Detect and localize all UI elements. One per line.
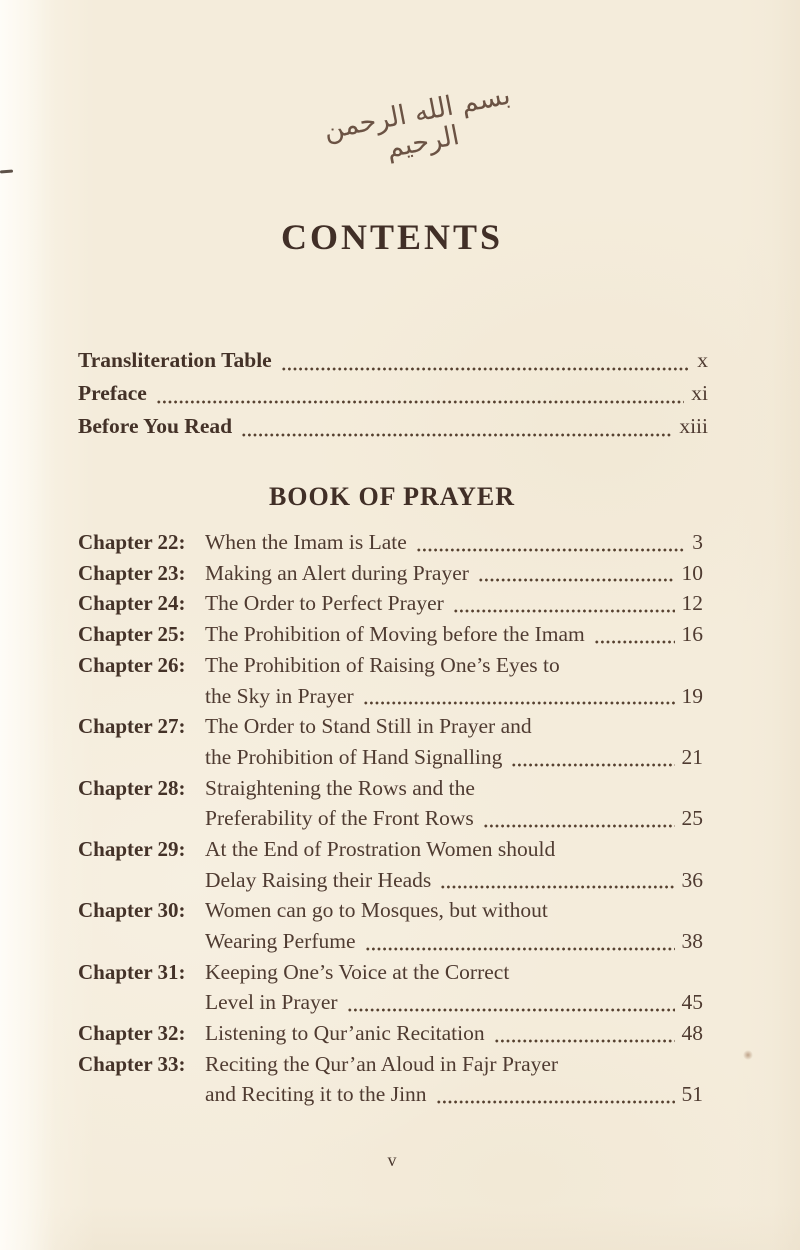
chapter-title: Making an Alert during Prayer xyxy=(205,560,469,585)
chapter-row xyxy=(78,1018,703,1049)
scan-edge-mark xyxy=(0,170,13,174)
chapter-label: Chapter 22: xyxy=(78,530,186,554)
chapter-title-line xyxy=(205,957,703,988)
chapter-label: Chapter 28: xyxy=(78,775,186,800)
chapter-title: The Order to Stand Still in Prayer and xyxy=(205,714,532,739)
page-number: xi xyxy=(691,381,708,405)
chapter-row xyxy=(78,650,703,711)
page-number: 16 xyxy=(681,622,703,647)
chapter-title: The Prohibition of Moving before the Imam xyxy=(205,622,585,647)
leader-dots xyxy=(436,1079,675,1110)
chapter-row xyxy=(78,834,703,895)
chapter-title-line xyxy=(205,803,703,834)
leader-dots xyxy=(483,803,675,834)
front-matter-entry xyxy=(78,410,708,443)
chapter-label: Chapter 25: xyxy=(78,622,186,647)
leader-dots xyxy=(594,619,675,650)
chapter-title: When the Imam is Late xyxy=(205,530,407,554)
entry-label: Before You Read xyxy=(78,414,233,438)
chapter-title-line xyxy=(205,987,703,1018)
front-matter-entry xyxy=(78,344,708,377)
section-heading: BOOK OF PRAYER xyxy=(268,482,516,511)
chapter-row xyxy=(78,1049,703,1110)
chapter-title: Reciting the Qur’an Aloud in Fajr Prayer xyxy=(205,1051,559,1076)
page-number: 36 xyxy=(681,867,703,892)
chapter-row xyxy=(78,619,703,650)
front-matter-entry xyxy=(78,377,708,410)
page-number: xiii xyxy=(679,414,708,438)
leader-dots xyxy=(440,865,674,896)
chapter-row xyxy=(78,773,703,834)
page-number: 3 xyxy=(692,530,703,554)
chapter-label: Chapter 27: xyxy=(78,714,186,739)
chapter-title: At the End of Prostration Women should xyxy=(205,836,556,861)
leader-dots xyxy=(241,410,672,443)
chapter-title-line xyxy=(205,681,703,712)
chapter-title: Delay Raising their Heads xyxy=(205,867,432,892)
entry-label: Transliteration Table xyxy=(78,348,272,372)
paper-speck xyxy=(743,1050,753,1060)
folio-page-number: v xyxy=(387,1150,397,1170)
page-number: x xyxy=(697,348,708,372)
page-number: 21 xyxy=(681,744,703,769)
leader-dots xyxy=(156,377,684,410)
page-number: 19 xyxy=(681,683,703,708)
chapter-label: Chapter 29: xyxy=(78,836,186,861)
chapter-title-line xyxy=(205,558,703,589)
chapter-title: Listening to Qur’anic Recitation xyxy=(205,1021,485,1046)
chapter-title: and Reciting it to the Jinn xyxy=(205,1082,427,1107)
page-number: 48 xyxy=(681,1021,703,1046)
chapter-label: Chapter 33: xyxy=(78,1051,186,1076)
leader-dots xyxy=(281,344,691,377)
chapter-row xyxy=(78,527,703,558)
leader-dots xyxy=(347,987,675,1018)
chapter-row xyxy=(78,957,703,1018)
chapter-title-line xyxy=(205,834,703,865)
chapter-title: Wearing Perfume xyxy=(205,929,356,953)
page-number: 10 xyxy=(681,560,703,585)
chapter-title: the Prohibition of Hand Signalling xyxy=(205,744,503,769)
chapter-title: Straightening the Rows and the xyxy=(205,775,475,800)
leader-dots xyxy=(363,681,675,712)
chapter-row xyxy=(78,895,703,956)
front-matter-list xyxy=(78,344,708,443)
chapter-row xyxy=(78,558,703,589)
chapter-title: The Prohibition of Raising One’s Eyes to xyxy=(205,652,560,677)
chapter-row xyxy=(78,588,703,619)
chapter-title: Women can go to Mosques, but without xyxy=(205,898,548,923)
chapter-title-line xyxy=(205,865,703,896)
leader-dots xyxy=(365,926,675,957)
page-number: 12 xyxy=(681,591,703,616)
chapter-title-line xyxy=(205,1079,703,1110)
chapter-title: Keeping One’s Voice at the Correct xyxy=(205,959,510,984)
leader-dots xyxy=(494,1018,675,1049)
leader-dots xyxy=(453,588,675,619)
chapter-title-line xyxy=(205,773,703,804)
leader-dots xyxy=(511,742,674,773)
page-number: 25 xyxy=(681,806,703,831)
chapter-label: Chapter 26: xyxy=(78,652,186,677)
page-title: CONTENTS xyxy=(280,217,504,257)
chapter-title-line xyxy=(205,619,703,650)
chapter-list xyxy=(78,527,703,1110)
leader-dots xyxy=(416,527,685,558)
chapter-title-line xyxy=(205,527,703,558)
chapter-label: Chapter 31: xyxy=(78,959,186,984)
chapter-title-line xyxy=(205,588,703,619)
page-number: 38 xyxy=(681,929,703,953)
bismillah-calligraphy: بسم الله الرحمن الرحيم xyxy=(321,79,513,165)
chapter-title-line xyxy=(205,1049,703,1080)
chapter-title-line xyxy=(205,1018,703,1049)
chapter-title: The Order to Perfect Prayer xyxy=(205,591,444,616)
chapter-title-line xyxy=(205,742,703,773)
chapter-title: the Sky in Prayer xyxy=(205,683,354,708)
chapter-label: Chapter 30: xyxy=(78,898,186,923)
page-number: 51 xyxy=(681,1082,703,1107)
chapter-title-line xyxy=(205,711,703,742)
leader-dots xyxy=(478,558,675,589)
chapter-title: Level in Prayer xyxy=(205,990,338,1015)
entry-label: Preface xyxy=(78,381,147,405)
chapter-label: Chapter 32: xyxy=(78,1021,186,1046)
page-number: 45 xyxy=(681,990,703,1015)
chapter-title-line xyxy=(205,650,703,681)
chapter-label: Chapter 24: xyxy=(78,591,186,616)
chapter-title-line xyxy=(205,926,703,957)
chapter-label: Chapter 23: xyxy=(78,560,186,585)
chapter-title: Preferability of the Front Rows xyxy=(205,806,474,831)
chapter-title-line xyxy=(205,895,703,926)
chapter-row xyxy=(78,711,703,772)
